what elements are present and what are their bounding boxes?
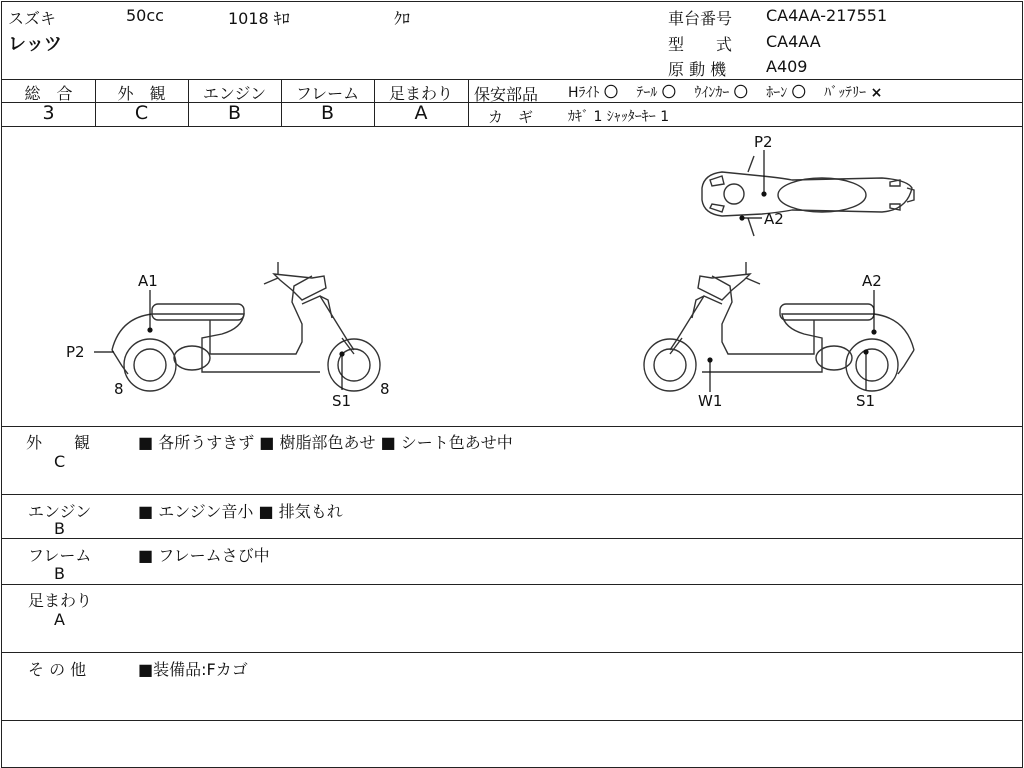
- model-name: レッツ: [8, 34, 62, 55]
- label-p2-left: P2: [66, 343, 85, 361]
- label-a2-top: A2: [764, 210, 784, 228]
- grade-suspension: A: [414, 102, 428, 124]
- section-label-frame: フレーム: [28, 546, 92, 565]
- divider: [2, 584, 1022, 585]
- section-label-suspension: 足まわり: [28, 591, 93, 610]
- grade-label-suspension: 足まわり: [388, 84, 453, 103]
- safety-mark-headlight: 〇: [603, 85, 618, 101]
- safety-item-tail: ﾃｰﾙ: [636, 85, 658, 101]
- section-grade-frame: B: [54, 564, 65, 583]
- divider: [2, 426, 1022, 427]
- scooter-top-view: [702, 156, 914, 236]
- divider: [2, 79, 1022, 80]
- divider: [2, 720, 1022, 721]
- safety-mark-battery: ×: [870, 85, 883, 101]
- safety-mark-winker: 〇: [733, 85, 748, 101]
- key-value: ｶｷﾞ 1 ｼｬｯﾀｰｷｰ 1: [568, 109, 670, 125]
- safety-mark-tail: 〇: [661, 85, 676, 101]
- section-notes-other: ■装備品:Fカゴ: [138, 660, 248, 679]
- label-a1-left: A1: [138, 272, 158, 290]
- label-8-right: 8: [380, 380, 390, 398]
- grade-overall: 3: [42, 102, 55, 124]
- mileage: 1018 ｷﾛ: [228, 9, 290, 28]
- safety-item-winker: ｳｲﾝｶｰ: [694, 85, 730, 101]
- section-grade-exterior: C: [54, 452, 66, 471]
- color: ｸﾛ: [394, 9, 411, 28]
- grade-frame: B: [320, 102, 335, 124]
- divider: [2, 652, 1022, 653]
- section-grade-suspension: A: [54, 610, 65, 629]
- section-label-exterior: 外 観: [26, 433, 91, 452]
- label-w1-right: W1: [698, 392, 723, 410]
- grade-exterior: C: [134, 102, 149, 124]
- divider: [468, 79, 469, 126]
- label-p2-top: P2: [754, 133, 773, 151]
- key-label: カ ギ: [488, 108, 534, 126]
- label-8-left: 8: [114, 380, 124, 398]
- divider: [2, 538, 1022, 539]
- divider: [468, 102, 1022, 103]
- engine-value: A409: [766, 57, 808, 76]
- scooter-diagram-svg: [2, 128, 1022, 428]
- displacement: 50cc: [126, 6, 164, 25]
- safety-mark-horn: 〇: [791, 85, 806, 101]
- label-s1-left: S1: [332, 392, 352, 410]
- section-label-engine: エンジン: [28, 502, 92, 521]
- label-s1-right: S1: [856, 392, 876, 410]
- type-label: 型 式: [668, 35, 733, 54]
- engine-label: 原 動 機: [668, 60, 727, 79]
- section-notes-frame: ■ フレームさび中: [138, 546, 270, 565]
- type-value: CA4AA: [766, 32, 821, 51]
- section-label-other: そ の 他: [28, 660, 87, 679]
- section-notes-exterior: ■ 各所うすきず ■ 樹脂部色あせ ■ シート色あせ中: [138, 433, 513, 452]
- grade-engine: B: [227, 102, 242, 124]
- section-grade-engine: B: [54, 519, 65, 538]
- grade-label-exterior: 外 観: [117, 84, 166, 103]
- section-notes-engine: ■ エンジン音小 ■ 排気もれ: [138, 502, 343, 521]
- safety-items: [568, 82, 882, 102]
- safety-item-battery: ﾊﾞｯﾃﾘｰ: [824, 85, 867, 101]
- frame-no-label: 車台番号: [668, 9, 733, 28]
- safety-item-horn: ﾎｰﾝ: [766, 85, 788, 101]
- grade-label-frame: フレーム: [295, 84, 360, 103]
- grade-label-engine: エンジン: [202, 84, 267, 103]
- frame-no: CA4AA-217551: [766, 6, 888, 25]
- divider: [2, 494, 1022, 495]
- label-a2-right: A2: [862, 272, 882, 290]
- damage-diagram: [2, 128, 1022, 428]
- safety-label: 保安部品: [474, 85, 539, 104]
- safety-item-headlight: Hﾗｲﾄ: [568, 85, 600, 101]
- grade-label-overall: 総 合: [24, 84, 73, 103]
- maker: スズキ: [8, 9, 57, 28]
- inspection-sheet: [1, 1, 1023, 768]
